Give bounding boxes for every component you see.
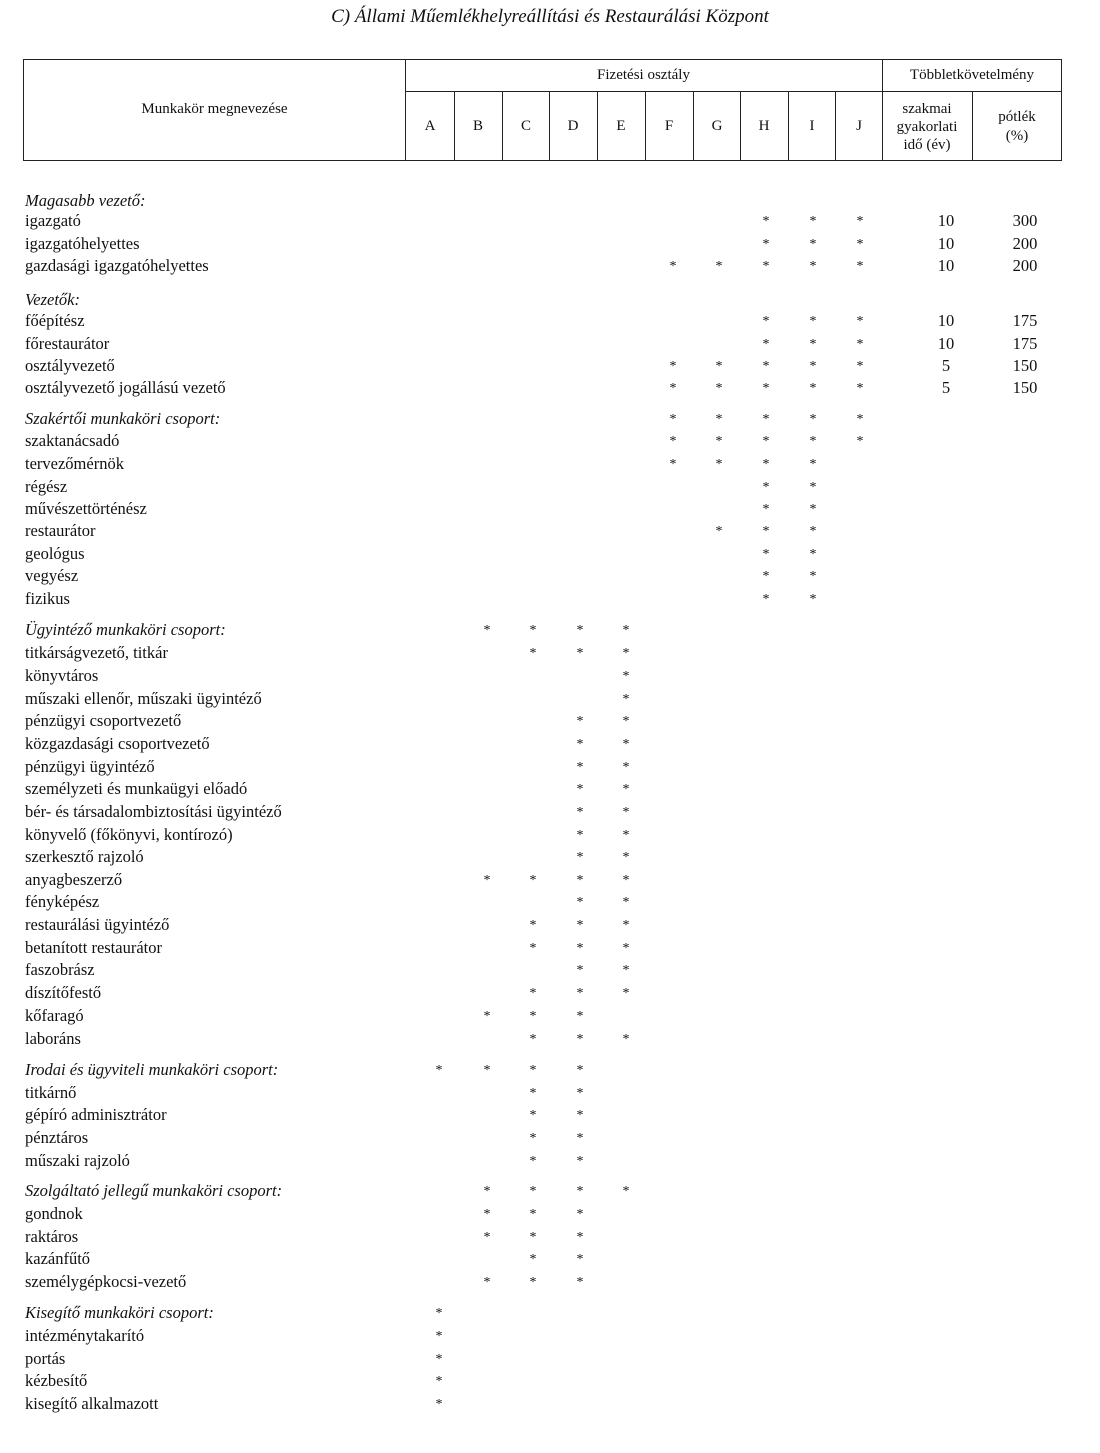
experience-header-line2: gyakorlati <box>896 119 958 135</box>
asterisk-mark-e: * <box>622 805 630 820</box>
asterisk-mark-i: * <box>809 547 817 562</box>
grade-a: A <box>424 118 436 134</box>
asterisk-mark-f: * <box>669 434 677 449</box>
asterisk-mark-e: * <box>622 918 630 933</box>
row-label: fényképész <box>25 892 100 911</box>
row-label: műszaki rajzoló <box>25 1151 130 1170</box>
asterisk-mark-e: * <box>622 963 630 978</box>
asterisk-mark-j: * <box>856 314 864 329</box>
grade-f: F <box>664 118 674 134</box>
row-label: vegyész <box>25 566 79 585</box>
asterisk-mark-d: * <box>576 646 584 661</box>
group-heading: Irodai és ügyviteli munkaköri csoport: <box>25 1060 279 1079</box>
asterisk-mark-c: * <box>529 1207 537 1222</box>
asterisk-mark-i: * <box>809 381 817 396</box>
row-label: főrestaurátor <box>25 334 110 353</box>
asterisk-mark-e: * <box>622 623 630 638</box>
asterisk-mark-j: * <box>856 237 864 252</box>
asterisk-mark-c: * <box>529 1154 537 1169</box>
asterisk-mark-b: * <box>483 873 491 888</box>
row-label: restaurálási ügyintéző <box>25 915 170 934</box>
group-heading: Kisegítő munkaköri csoport: <box>25 1303 214 1322</box>
row-label: osztályvezető jogállású vezető <box>25 378 226 397</box>
asterisk-mark-d: * <box>576 850 584 865</box>
grade-d: D <box>567 118 579 134</box>
allowance-percent: 175 <box>1012 311 1038 330</box>
row-label: osztályvezető <box>25 356 115 375</box>
asterisk-mark-g: * <box>715 359 723 374</box>
asterisk-mark-c: * <box>529 986 537 1001</box>
asterisk-mark-d: * <box>576 873 584 888</box>
asterisk-mark-h: * <box>762 592 770 607</box>
row-label: díszítőfestő <box>25 983 102 1002</box>
asterisk-mark-d: * <box>576 895 584 910</box>
asterisk-mark-h: * <box>762 502 770 517</box>
asterisk-mark-d: * <box>576 918 584 933</box>
row-label: geológus <box>25 544 85 563</box>
asterisk-mark-i: * <box>809 337 817 352</box>
asterisk-mark-i: * <box>809 237 817 252</box>
asterisk-mark-d: * <box>576 1009 584 1024</box>
asterisk-mark-g: * <box>715 259 723 274</box>
group-heading: Magasabb vezető: <box>25 191 146 210</box>
asterisk-mark-d: * <box>576 1032 584 1047</box>
asterisk-mark-f: * <box>669 412 677 427</box>
row-label: igazgatóhelyettes <box>25 234 140 253</box>
asterisk-mark-c: * <box>529 1086 537 1101</box>
asterisk-mark-h: * <box>762 524 770 539</box>
asterisk-mark-a: * <box>435 1352 443 1367</box>
row-label: gondnok <box>25 1204 83 1223</box>
asterisk-mark-d: * <box>576 1184 584 1199</box>
allowance-percent: 150 <box>1012 356 1038 375</box>
asterisk-mark-e: * <box>622 760 630 775</box>
row-label: kazánfűtő <box>25 1249 91 1268</box>
asterisk-mark-c: * <box>529 1184 537 1199</box>
row-label: műszaki ellenőr, műszaki ügyintéző <box>25 689 262 708</box>
asterisk-mark-a: * <box>435 1374 443 1389</box>
asterisk-mark-b: * <box>483 1184 491 1199</box>
asterisk-mark-e: * <box>622 737 630 752</box>
asterisk-mark-c: * <box>529 1275 537 1290</box>
asterisk-mark-e: * <box>622 895 630 910</box>
asterisk-mark-d: * <box>576 828 584 843</box>
asterisk-mark-h: * <box>762 381 770 396</box>
row-label: szerkesztő rajzoló <box>25 847 144 866</box>
row-label: titkárnő <box>25 1083 77 1102</box>
asterisk-mark-c: * <box>529 1108 537 1123</box>
allowance-percent: 200 <box>1012 234 1038 253</box>
grade-g: G <box>711 118 723 134</box>
asterisk-mark-h: * <box>762 214 770 229</box>
row-label: laboráns <box>25 1029 81 1048</box>
row-label: anyagbeszerző <box>25 870 123 889</box>
experience-header-line3: idő (év) <box>903 137 951 153</box>
row-label: főépítész <box>25 311 85 330</box>
asterisk-mark-d: * <box>576 760 584 775</box>
grade-c: C <box>520 118 531 134</box>
asterisk-mark-g: * <box>715 434 723 449</box>
grade-j: J <box>856 118 862 134</box>
asterisk-mark-h: * <box>762 337 770 352</box>
asterisk-mark-e: * <box>622 828 630 843</box>
asterisk-mark-j: * <box>856 214 864 229</box>
asterisk-mark-f: * <box>669 457 677 472</box>
asterisk-mark-e: * <box>622 1184 630 1199</box>
asterisk-mark-c: * <box>529 1009 537 1024</box>
group-heading: Szakértői munkaköri csoport: <box>25 409 221 428</box>
experience-years: 5 <box>941 356 951 375</box>
asterisk-mark-c: * <box>529 1131 537 1146</box>
row-label: kőfaragó <box>25 1006 84 1025</box>
asterisk-mark-c: * <box>529 873 537 888</box>
row-label: restaurátor <box>25 521 96 540</box>
experience-years: 10 <box>937 256 955 275</box>
asterisk-mark-i: * <box>809 359 817 374</box>
asterisk-mark-b: * <box>483 1009 491 1024</box>
asterisk-mark-f: * <box>669 259 677 274</box>
allowance-percent: 150 <box>1012 378 1038 397</box>
asterisk-mark-e: * <box>622 873 630 888</box>
asterisk-mark-e: * <box>622 692 630 707</box>
grade-i: I <box>809 118 815 134</box>
asterisk-mark-i: * <box>809 314 817 329</box>
asterisk-mark-h: * <box>762 237 770 252</box>
asterisk-mark-h: * <box>762 314 770 329</box>
experience-years: 10 <box>937 334 955 353</box>
job-title-header: Munkakör megnevezése <box>141 101 288 117</box>
asterisk-mark-b: * <box>483 623 491 638</box>
asterisk-mark-h: * <box>762 547 770 562</box>
row-label: portás <box>25 1349 66 1368</box>
asterisk-mark-a: * <box>435 1063 443 1078</box>
asterisk-mark-c: * <box>529 1032 537 1047</box>
allowance-percent: 175 <box>1012 334 1038 353</box>
asterisk-mark-i: * <box>809 259 817 274</box>
experience-header-line1: szakmai <box>902 101 952 117</box>
row-label: gazdasági igazgatóhelyettes <box>25 256 209 275</box>
asterisk-mark-e: * <box>622 669 630 684</box>
asterisk-mark-h: * <box>762 412 770 427</box>
asterisk-mark-e: * <box>622 1032 630 1047</box>
experience-years: 5 <box>941 378 951 397</box>
asterisk-mark-d: * <box>576 1230 584 1245</box>
asterisk-mark-d: * <box>576 1207 584 1222</box>
row-label: személygépkocsi-vezető <box>25 1272 187 1291</box>
group-heading: Szolgáltató jellegű munkaköri csoport: <box>25 1181 283 1200</box>
asterisk-mark-h: * <box>762 569 770 584</box>
asterisk-mark-j: * <box>856 434 864 449</box>
grade-h: H <box>758 118 770 134</box>
row-label: pénzügyi ügyintéző <box>25 757 155 776</box>
asterisk-mark-b: * <box>483 1207 491 1222</box>
asterisk-mark-j: * <box>856 359 864 374</box>
experience-years: 10 <box>937 234 955 253</box>
asterisk-mark-d: * <box>576 737 584 752</box>
asterisk-mark-d: * <box>576 986 584 1001</box>
asterisk-mark-b: * <box>483 1275 491 1290</box>
row-label: faszobrász <box>25 960 95 979</box>
asterisk-mark-a: * <box>435 1329 443 1344</box>
asterisk-mark-c: * <box>529 623 537 638</box>
asterisk-mark-a: * <box>435 1397 443 1412</box>
row-label: raktáros <box>25 1227 79 1246</box>
experience-years: 10 <box>937 311 955 330</box>
asterisk-mark-d: * <box>576 1252 584 1267</box>
allowance-header-line2: (%) <box>1005 128 1029 144</box>
experience-years: 10 <box>937 211 955 230</box>
row-label: kézbesítő <box>25 1371 88 1390</box>
asterisk-mark-h: * <box>762 259 770 274</box>
asterisk-mark-e: * <box>622 782 630 797</box>
asterisk-mark-g: * <box>715 457 723 472</box>
row-label: pénzügyi csoportvezető <box>25 711 182 730</box>
row-label: titkárságvezető, titkár <box>25 643 168 662</box>
row-label: könyvelő (főkönyvi, kontírozó) <box>25 825 233 844</box>
asterisk-mark-i: * <box>809 214 817 229</box>
divider <box>972 91 973 161</box>
extra-requirement-header: Többletkövetelmény <box>909 67 1035 83</box>
asterisk-mark-c: * <box>529 918 537 933</box>
row-label: bér- és társadalombiztosítási ügyintéző <box>25 802 282 821</box>
allowance-header-line1: pótlék <box>998 109 1036 125</box>
asterisk-mark-j: * <box>856 259 864 274</box>
asterisk-mark-c: * <box>529 1252 537 1267</box>
row-label: régész <box>25 477 68 496</box>
group-heading: Vezetők: <box>25 290 80 309</box>
asterisk-mark-d: * <box>576 782 584 797</box>
asterisk-mark-h: * <box>762 480 770 495</box>
asterisk-mark-e: * <box>622 714 630 729</box>
asterisk-mark-d: * <box>576 1131 584 1146</box>
asterisk-mark-i: * <box>809 434 817 449</box>
asterisk-mark-i: * <box>809 412 817 427</box>
row-label: betanított restaurátor <box>25 938 162 957</box>
row-label: gépíró adminisztrátor <box>25 1105 167 1124</box>
row-label: intézménytakarító <box>25 1326 145 1345</box>
allowance-percent: 300 <box>1012 211 1038 230</box>
asterisk-mark-g: * <box>715 381 723 396</box>
asterisk-mark-d: * <box>576 1086 584 1101</box>
asterisk-mark-i: * <box>809 569 817 584</box>
asterisk-mark-c: * <box>529 646 537 661</box>
asterisk-mark-i: * <box>809 524 817 539</box>
asterisk-mark-a: * <box>435 1306 443 1321</box>
asterisk-mark-d: * <box>576 1154 584 1169</box>
page-title: C) Állami Műemlékhelyreállítási és Restaurálási Központ <box>331 6 769 27</box>
row-label: közgazdasági csoportvezető <box>25 734 210 753</box>
row-label: igazgató <box>25 211 81 230</box>
row-label: művészettörténész <box>25 499 147 518</box>
asterisk-mark-d: * <box>576 714 584 729</box>
asterisk-mark-g: * <box>715 412 723 427</box>
asterisk-mark-e: * <box>622 850 630 865</box>
asterisk-mark-d: * <box>576 1275 584 1290</box>
asterisk-mark-g: * <box>715 524 723 539</box>
asterisk-mark-d: * <box>576 1108 584 1123</box>
asterisk-mark-b: * <box>483 1063 491 1078</box>
asterisk-mark-e: * <box>622 986 630 1001</box>
asterisk-mark-j: * <box>856 337 864 352</box>
row-label: tervezőmérnök <box>25 454 124 473</box>
asterisk-mark-c: * <box>529 941 537 956</box>
asterisk-mark-c: * <box>529 1063 537 1078</box>
row-label: fizikus <box>25 589 70 608</box>
row-label: kisegítő alkalmazott <box>25 1394 159 1413</box>
asterisk-mark-h: * <box>762 359 770 374</box>
asterisk-mark-j: * <box>856 381 864 396</box>
group-heading: Ügyintéző munkaköri csoport: <box>25 620 226 639</box>
row-label: könyvtáros <box>25 666 99 685</box>
asterisk-mark-h: * <box>762 457 770 472</box>
asterisk-mark-h: * <box>762 434 770 449</box>
grade-b: B <box>472 118 483 134</box>
row-label: pénztáros <box>25 1128 89 1147</box>
asterisk-mark-e: * <box>622 646 630 661</box>
asterisk-mark-i: * <box>809 502 817 517</box>
pay-class-header: Fizetési osztály <box>597 67 690 83</box>
asterisk-mark-f: * <box>669 359 677 374</box>
asterisk-mark-c: * <box>529 1230 537 1245</box>
asterisk-mark-i: * <box>809 592 817 607</box>
asterisk-mark-j: * <box>856 412 864 427</box>
asterisk-mark-d: * <box>576 963 584 978</box>
allowance-percent: 200 <box>1012 256 1038 275</box>
asterisk-mark-d: * <box>576 941 584 956</box>
asterisk-mark-b: * <box>483 1230 491 1245</box>
asterisk-mark-e: * <box>622 941 630 956</box>
asterisk-mark-f: * <box>669 381 677 396</box>
asterisk-mark-d: * <box>576 805 584 820</box>
divider <box>405 91 1062 92</box>
asterisk-mark-d: * <box>576 1063 584 1078</box>
row-label: személyzeti és munkaügyi előadó <box>25 779 248 798</box>
grade-e: E <box>616 118 626 134</box>
row-label: szaktanácsadó <box>25 431 120 450</box>
asterisk-mark-i: * <box>809 480 817 495</box>
asterisk-mark-d: * <box>576 623 584 638</box>
asterisk-mark-i: * <box>809 457 817 472</box>
